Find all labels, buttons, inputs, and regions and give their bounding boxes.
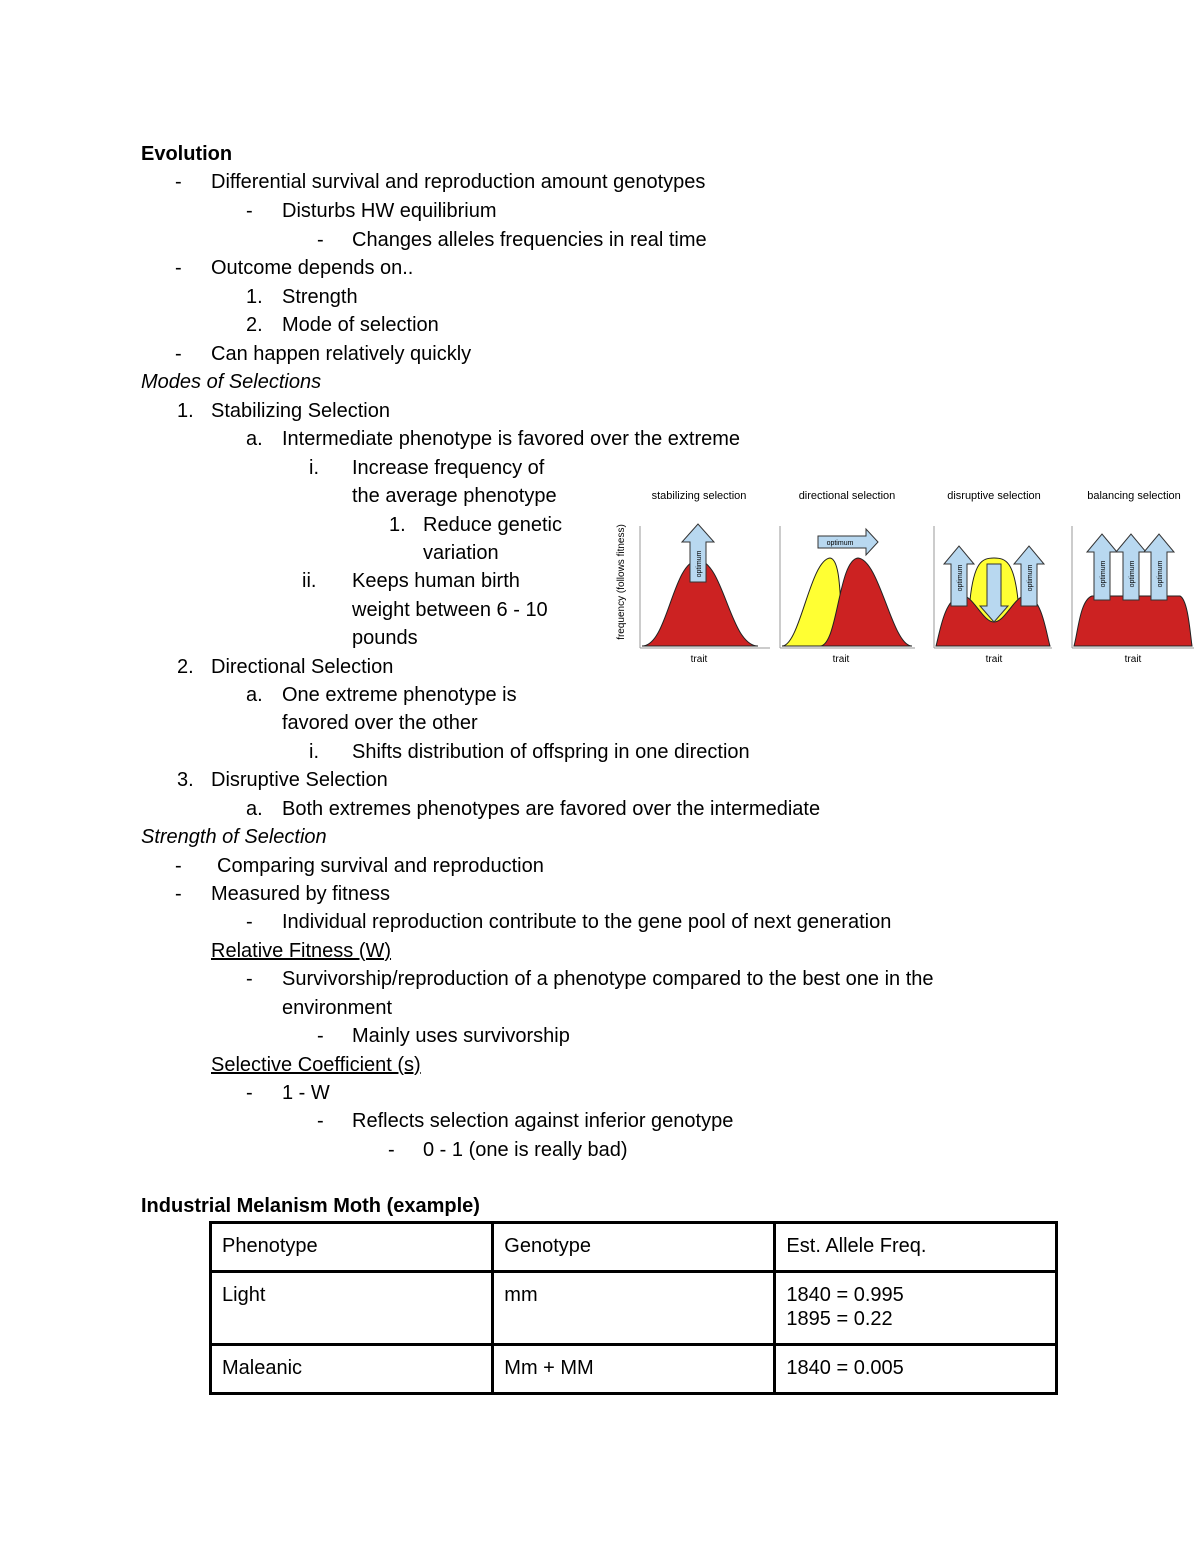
bullet-dash: - bbox=[175, 171, 182, 193]
list-item: Keeps human birth bbox=[352, 570, 520, 592]
freq-value: 1840 = 0.005 bbox=[786, 1357, 904, 1379]
bullet-dash: - bbox=[246, 911, 253, 933]
table-header-cell: Genotype bbox=[493, 1223, 775, 1272]
freq-value: 1840 = 0.995 bbox=[786, 1284, 904, 1306]
bullet-dash: - bbox=[175, 343, 182, 365]
list-number: 1. bbox=[177, 400, 194, 422]
list-item: Survivorship/reproduction of a phenotype compared to the best one in the bbox=[282, 968, 934, 990]
optimum-label: optimum bbox=[1100, 560, 1107, 588]
bullet-dash: - bbox=[246, 200, 253, 222]
section-title-modes: Modes of Selections bbox=[141, 371, 322, 393]
optimum-label: optimum bbox=[957, 564, 964, 592]
table-cell: Mm + MM bbox=[493, 1345, 775, 1394]
table-header-row bbox=[211, 1223, 1057, 1272]
panel-disruptive bbox=[934, 526, 1052, 665]
list-item: Comparing survival and reproduction bbox=[217, 855, 544, 877]
bullet-dash: - bbox=[175, 257, 182, 279]
list-roman: ii. bbox=[302, 570, 317, 592]
bullet-dash: - bbox=[388, 1139, 395, 1161]
distribution-curve-flat bbox=[1074, 596, 1192, 646]
list-number: 3. bbox=[177, 769, 194, 791]
list-item: environment bbox=[282, 997, 393, 1019]
heading-example: Industrial Melanism Moth (example) bbox=[141, 1195, 480, 1217]
table-header-cell: Phenotype bbox=[211, 1223, 493, 1272]
x-axis-label: trait bbox=[985, 654, 1003, 665]
list-item: Reduce genetic bbox=[423, 514, 562, 536]
list-number: 1. bbox=[389, 514, 406, 536]
list-item: Directional Selection bbox=[211, 656, 394, 678]
bullet-dash: - bbox=[175, 855, 182, 877]
list-roman: i. bbox=[309, 741, 319, 763]
x-axis-label: trait bbox=[832, 654, 850, 665]
list-item: Mode of selection bbox=[282, 314, 439, 336]
table-cell: mm bbox=[493, 1272, 775, 1345]
section-title-strength: Strength of Selection bbox=[141, 826, 327, 848]
list-item: the average phenotype bbox=[352, 485, 557, 507]
list-item: One extreme phenotype is bbox=[282, 684, 517, 706]
panel-balancing bbox=[1072, 526, 1194, 665]
table-cell bbox=[775, 1272, 1057, 1345]
bullet-dash: - bbox=[317, 1025, 324, 1047]
panel-title: balancing selection bbox=[1087, 490, 1181, 502]
table-cell: Maleanic bbox=[211, 1345, 493, 1394]
list-item: Strength bbox=[282, 286, 358, 308]
y-axis-label: frequency (follows fitness) bbox=[616, 524, 627, 640]
x-axis-label: trait bbox=[1124, 654, 1142, 665]
list-item: favored over the other bbox=[282, 712, 478, 734]
list-item: Both extremes phenotypes are favored over the intermediate bbox=[282, 798, 821, 820]
moth-table bbox=[209, 1221, 1058, 1395]
list-item: Increase frequency of bbox=[352, 457, 545, 479]
list-number: 1. bbox=[246, 286, 263, 308]
table-row bbox=[211, 1272, 1057, 1345]
subheading-selective-coefficient: Selective Coefficient (s) bbox=[211, 1054, 421, 1076]
list-number: 2. bbox=[177, 656, 194, 678]
list-item: Disruptive Selection bbox=[211, 769, 388, 791]
optimum-label: optimum bbox=[826, 540, 854, 547]
list-item: Measured by fitness bbox=[211, 883, 390, 905]
list-item: Differential survival and reproduction amount genotypes bbox=[211, 171, 706, 193]
list-item: Individual reproduction contribute to the gene pool of next generation bbox=[282, 911, 892, 933]
list-letter: a. bbox=[246, 798, 263, 820]
optimum-label: optimum bbox=[1157, 560, 1164, 588]
list-item: Outcome depends on.. bbox=[211, 257, 414, 279]
bullet-dash: - bbox=[317, 1110, 324, 1132]
heading-evolution: Evolution bbox=[141, 143, 233, 165]
table-cell bbox=[775, 1345, 1057, 1394]
table-header-cell: Est. Allele Freq. bbox=[775, 1223, 1057, 1272]
bullet-dash: - bbox=[317, 229, 324, 251]
optimum-label: optimum bbox=[696, 550, 703, 578]
panel-directional bbox=[780, 526, 915, 665]
list-letter: a. bbox=[246, 684, 263, 706]
list-item: Reflects selection against inferior genotype bbox=[352, 1110, 734, 1132]
list-item: variation bbox=[423, 542, 499, 564]
selection-modes-figure bbox=[610, 482, 1200, 672]
list-roman: i. bbox=[309, 457, 319, 479]
list-item: Changes alleles frequencies in real time bbox=[352, 229, 707, 251]
list-item: Disturbs HW equilibrium bbox=[282, 200, 497, 222]
x-axis-label: trait bbox=[690, 654, 708, 665]
list-letter: a. bbox=[246, 428, 263, 450]
bullet-dash: - bbox=[246, 1082, 253, 1104]
list-item: weight between 6 - 10 bbox=[352, 599, 548, 621]
list-item: Stabilizing Selection bbox=[211, 400, 390, 422]
panel-title: stabilizing selection bbox=[651, 490, 747, 502]
list-item: Mainly uses survivorship bbox=[352, 1025, 570, 1047]
panel-title: disruptive selection bbox=[947, 490, 1041, 502]
table-cell: Light bbox=[211, 1272, 493, 1345]
bullet-dash: - bbox=[175, 883, 182, 905]
subheading-relative-fitness: Relative Fitness (W) bbox=[211, 940, 392, 962]
list-item: 1 - W bbox=[282, 1082, 330, 1104]
bullet-dash: - bbox=[246, 968, 253, 990]
list-item: Can happen relatively quickly bbox=[211, 343, 472, 365]
list-item: Shifts distribution of offspring in one direction bbox=[352, 741, 750, 763]
panel-title: directional selection bbox=[798, 490, 896, 502]
list-item: 0 - 1 (one is really bad) bbox=[423, 1139, 628, 1161]
table-row bbox=[211, 1345, 1057, 1394]
freq-value: 1895 = 0.22 bbox=[786, 1308, 893, 1330]
optimum-label: optimum bbox=[1129, 560, 1136, 588]
list-item: Intermediate phenotype is favored over the extreme bbox=[282, 428, 741, 450]
list-item: pounds bbox=[352, 627, 418, 649]
list-number: 2. bbox=[246, 314, 263, 336]
panel-stabilizing bbox=[640, 524, 770, 665]
optimum-label: optimum bbox=[1027, 564, 1034, 592]
